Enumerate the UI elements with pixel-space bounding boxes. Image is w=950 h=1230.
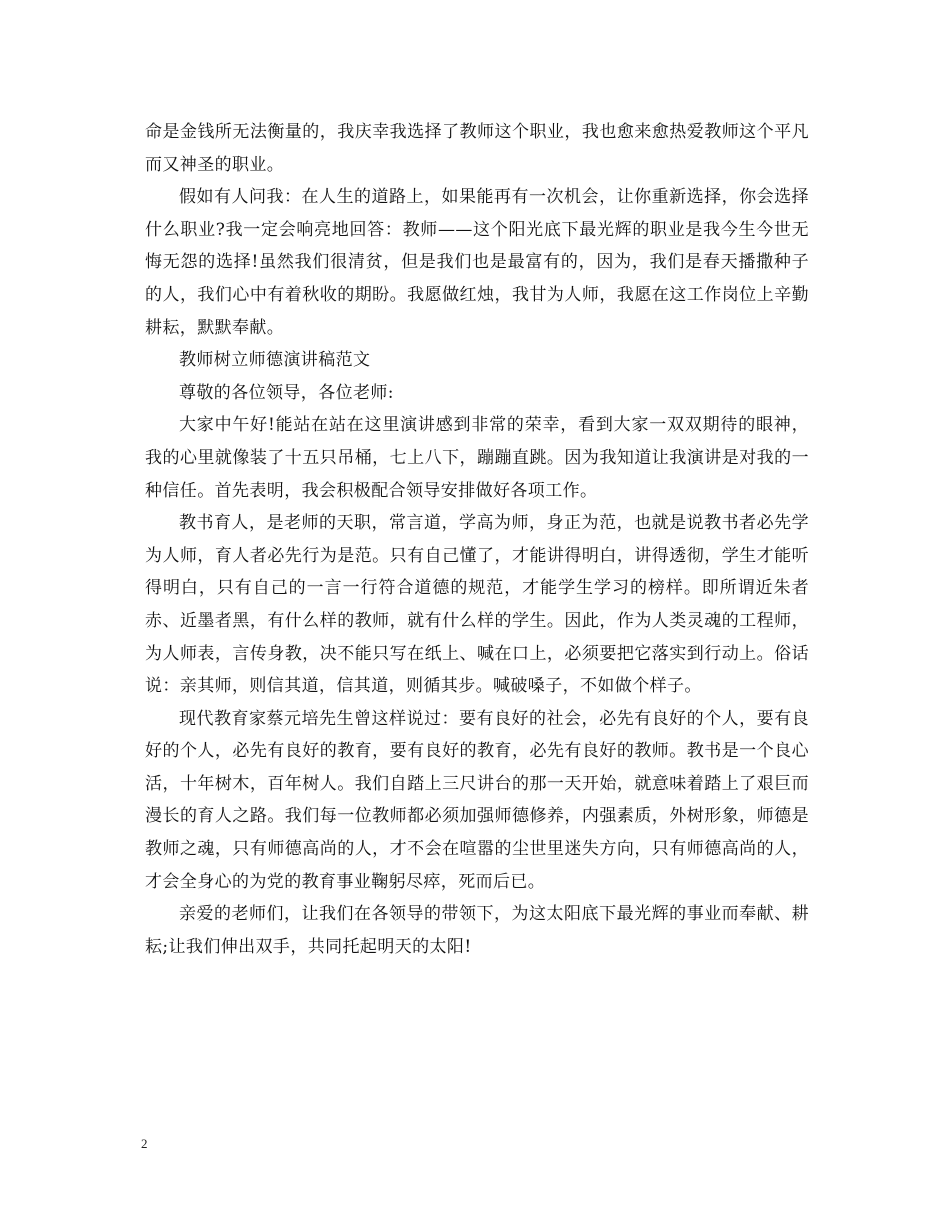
paragraph-cai-yuanpei: 现代教育家蔡元培先生曾这样说过：要有良好的社会，必先有良好的个人，要有良好的个人，必先有良好的教育，要有良好的教育，必先有良好的教师。教书是一个良心活，十年树木，百年树人。我们自踏上三尺讲台的那一天开始，就意味着踏上了艰巨而漫长的育人之路。我们每一位教师都必须加强师德修养，内强素质，外树形象，师德是教师之魂，只有师德高尚的人，才不会在喧嚣的尘世里迷失方向，只有师德高尚的人，才会全身心的为党的教育事业鞠躬尽瘁，死而后已。 <box>145 708 809 892</box>
document-body <box>145 116 809 963</box>
salutation: 尊敬的各位领导，各位老师: <box>179 382 394 403</box>
paragraph-teaching: 教书育人，是老师的天职，常言道，学高为师，身正为范，也就是说教书者必先学为人师，育人者必先行为是范。只有自己懂了，才能讲得明白，讲得透彻，学生才能听得明白，只有自己的一言一行符合道德的规范，才能学生学习的榜样。即所谓近朱者赤、近墨者黑，有什么样的教师，就有什么样的学生。因此，作为人类灵魂的工程师，为人师表，言传身教，决不能只写在纸上、喊在口上，必须要把它落实到行动上。俗话说：亲其师，则信其道，信其道，则循其步。喊破嗓子，不如做个样子。 <box>145 513 809 697</box>
section-title: 教师树立师德演讲稿范文 <box>179 350 371 371</box>
paragraph-greeting: 大家中午好!能站在站在这里演讲感到非常的荣幸，看到大家一双双期待的眼神，我的心里就像装了十五只吊桶，七上八下，蹦蹦直跳。因为我知道让我演讲是对我的一种信任。首先表明，我会积极配合领导安排做好各项工作。 <box>145 415 809 501</box>
paragraph-continuation: 命是金钱所无法衡量的，我庆幸我选择了教师这个职业，我也愈来愈热爱教师这个平凡而又神圣的职业。 <box>145 122 809 175</box>
paragraph-career-choice: 假如有人问我：在人生的道路上，如果能再有一次机会，让你重新选择，你会选择什么职业?我一定会响亮地回答：教师——这个阳光底下最光辉的职业是我今生今世无悔无怨的选择!虽然我们很清贫，但是我们也是最富有的，因为，我们是春天播撒种子的人，我们心中有着秋收的期盼。我愿做红烛，我甘为人师，我愿在这工作岗位上辛勤耕耘，默默奉献。 <box>145 187 809 338</box>
page-number: 2 <box>141 1136 148 1151</box>
paragraph-closing: 亲爱的老师们，让我们在各领导的带领下，为这太阳底下最光辉的事业而奉献、耕耘;让我们伸出双手，共同托起明天的太阳! <box>145 904 809 957</box>
